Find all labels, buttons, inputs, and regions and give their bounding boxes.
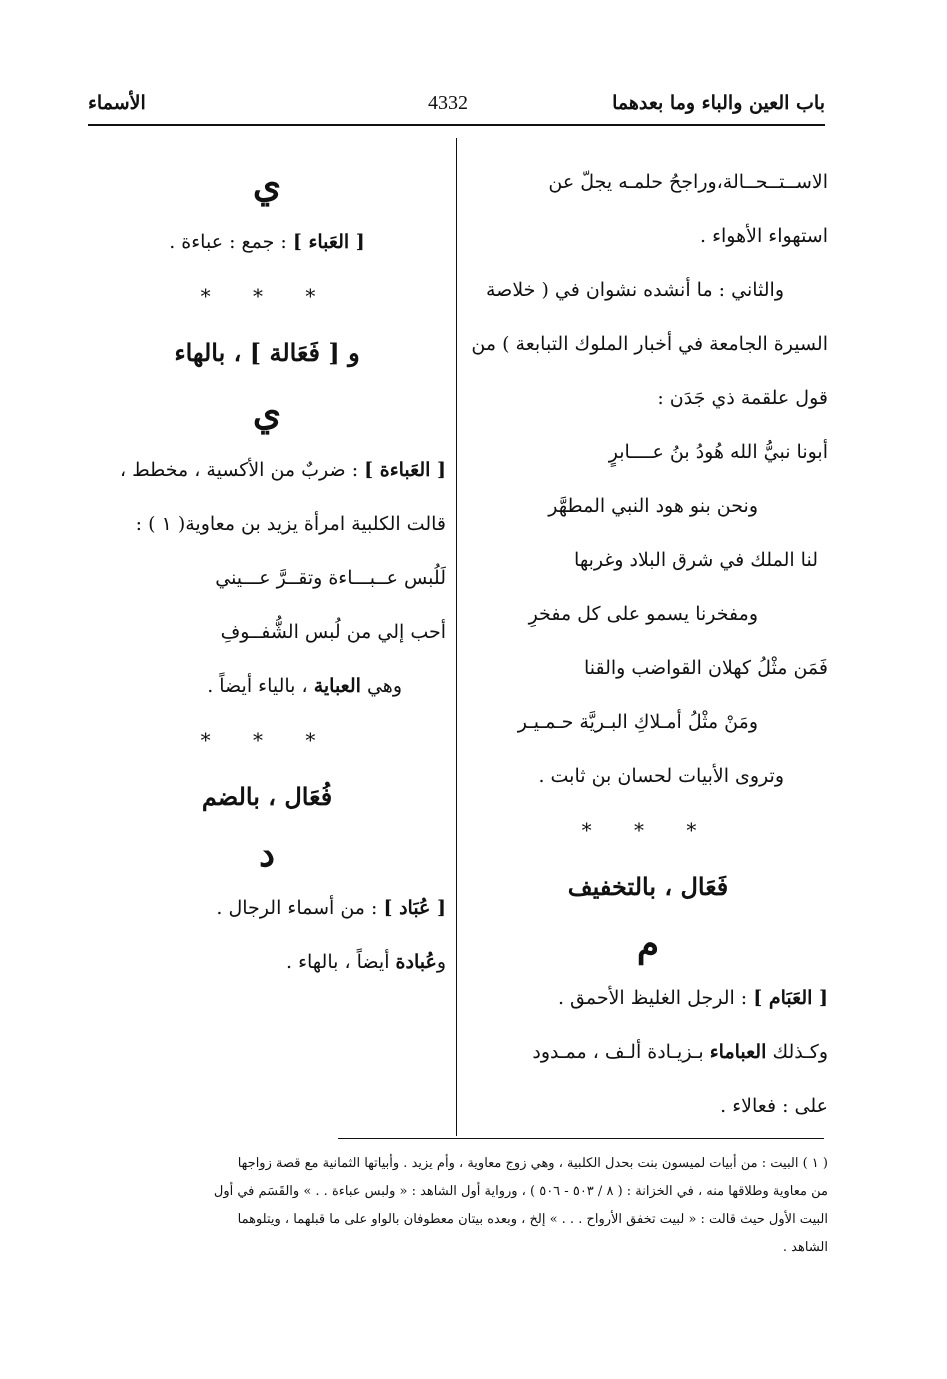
entry-headword: [ عُبَاد ] [383, 897, 446, 919]
column-divider [456, 138, 457, 1136]
text-line: قول علقمة ذي جَدَن : [657, 387, 828, 409]
verse-line: أحب إلي من لُبس الشُّفــوفِ [220, 621, 446, 643]
entry-line [88, 935, 446, 989]
entry-headword: [ العَباءة ] [364, 459, 446, 481]
footnote-line: الشاهد . [782, 1240, 828, 1255]
section-separator-stars: * * * [200, 284, 334, 308]
root-letter: م [636, 923, 660, 965]
footnote-line: ( ١ ) البيت : من أبيات لميسون بنت بحدل الكلبية ، وهي زوج معاوية ، وأم يزيد . وأبياتها الثمانية مع قصة زواجها [237, 1156, 828, 1171]
section-separator-stars: * * * [200, 728, 334, 752]
running-header-title: الأسماء [88, 92, 146, 114]
footnote-line: من معاوية وطلاقها منه ، في الخزانة : ( ٨ / ٥٠٣ - ٥٠٦ ) ، ورواية أول الشاهد : « ولبس عباءة . . » والقَسَم في أول [213, 1184, 828, 1199]
footnote-rule [338, 1138, 824, 1139]
entry-line [468, 1025, 828, 1079]
verse-line: لنا الملك في شرق البلاد وغربها [574, 549, 818, 571]
text-line: استهواء الأهواء . [700, 225, 828, 247]
section-separator-stars: * * * [581, 818, 715, 842]
entry-definition: : جمع : عباءة . [169, 231, 287, 253]
entry-headword: العباية [313, 675, 361, 697]
entry-headword: [ العَباء ] [292, 231, 365, 253]
entry-definition: : ضربٌ من الأكسية ، مخطط ، [119, 459, 359, 481]
page-number: 4332 [428, 92, 468, 114]
section-heading: فُعَال ، بالضم [201, 782, 333, 811]
verse-line: ونحن بنو هود النبي المطهَّر [548, 495, 758, 517]
text-line: الاســتــحــالة،وراجحُ حلمـه يجلّ عن [548, 171, 828, 193]
entry-headword: العباماء [709, 1041, 767, 1063]
text-line: السيرة الجامعة في أخبار الملوك التبابعة ) من [471, 333, 828, 355]
text-line: قالت الكلبية امرأة يزيد بن معاوية( ١ ) : [135, 513, 446, 535]
verse-line: أبونا نبيُّ الله هُودُ بنُ عــــابرٍ [608, 441, 828, 463]
text-line: وتروى الأبيات لحسان بن ثابت . [538, 765, 784, 787]
entry-line [88, 881, 446, 935]
entry-line [468, 971, 828, 1025]
left-column [88, 155, 446, 989]
entry-headword: عُبادة [395, 951, 437, 973]
text-line: والثاني : ما أنشده نشوان في ( خلاصة [486, 279, 784, 301]
verse-line: فَمَن مثْلُ كهلان القواضب والقنا [583, 657, 828, 679]
entry-text: وكـذلك [772, 1041, 828, 1063]
root-letter: ي [252, 392, 282, 434]
entry-text: و [436, 951, 446, 973]
verse-line: لَلُبس عــبـــاءة وتقــرَّ عـــيني [215, 567, 446, 589]
entry-line [88, 215, 446, 269]
section-heading: و [ فَعَالة ] ، بالهاء [174, 338, 360, 367]
entry-text: ، بالياء أيضاً . [207, 675, 308, 697]
entry-line: على : فعالاء . [720, 1095, 828, 1117]
footnote-line: البيت الأول حيث قالت : « لبيت تخفق الأرواح . . . » إلخ ، وبعده بيتان معطوفان بالواو على ما قبلهما ، ويتلوهما [237, 1212, 828, 1227]
verse-line: ومَنْ مثْلُ أمـلاكِ البـريَّة حـمـيـر [517, 711, 758, 733]
running-header-section: باب العين والباء وما بعدهما [612, 92, 825, 114]
entry-line [88, 443, 446, 497]
verse-line: ومفخرنا يسمو على كل مفخرِ [528, 603, 758, 625]
root-letter: ي [252, 164, 282, 206]
root-letter: د [258, 833, 276, 875]
right-column [468, 155, 828, 1133]
entry-text: أيضاً ، بالهاء . [286, 951, 390, 973]
footnotes [92, 1150, 828, 1262]
entry-text: بـزيـادة ألـف ، ممـدود [532, 1041, 704, 1063]
entry-definition: : من أسماء الرجال . [216, 897, 378, 919]
header-rule [88, 124, 825, 126]
entry-headword: [ العَبَام ] [753, 987, 828, 1009]
section-heading: فَعَال ، بالتخفيف [567, 872, 729, 901]
entry-text: وهي [366, 675, 402, 697]
entry-definition: : الرجل الغليظ الأحمق . [557, 987, 748, 1009]
entry-line [88, 659, 446, 713]
